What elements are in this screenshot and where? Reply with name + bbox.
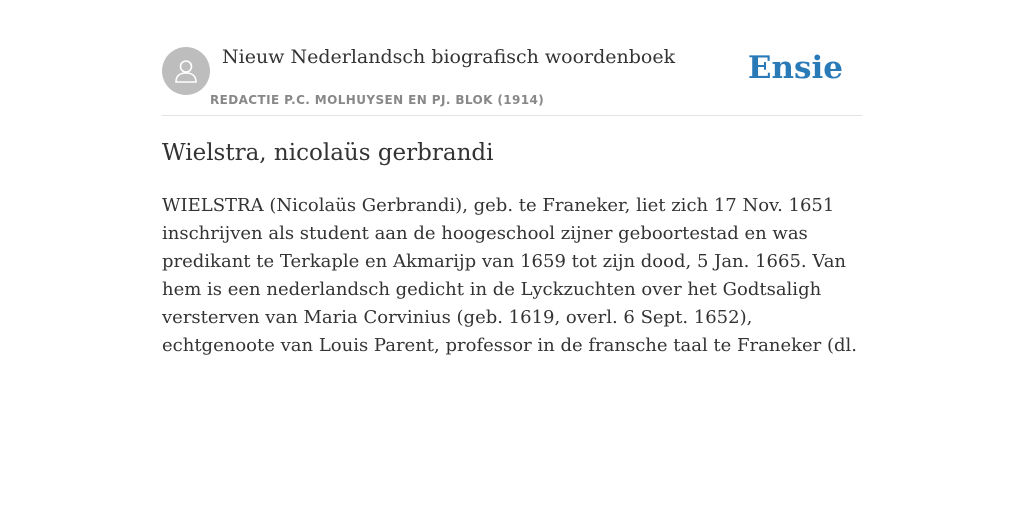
article-title: Wielstra, nicolaüs gerbrandi bbox=[162, 140, 494, 166]
source-editor: REDACTIE P.C. MOLHUYSEN EN PJ. BLOK (1914) bbox=[210, 93, 545, 107]
user-icon bbox=[172, 57, 200, 85]
source-header bbox=[162, 40, 862, 116]
ensie-logo[interactable]: Ensie bbox=[747, 50, 843, 86]
source-title[interactable]: Nieuw Nederlandsch biografisch woordenboek bbox=[222, 46, 676, 68]
avatar bbox=[162, 47, 210, 95]
article-body: WIELSTRA (Nicolaüs Gerbrandi), geb. te Franeker, liet zich 17 Nov. 1651 inschrijven als student aan de hoogeschool zijner geboortestad en was predikant te Terkaple en Akmarijp van 1659 tot zijn dood, 5 Jan. 1665. Van hem is een nederlandsch gedicht in de Lyckzuchten over het Godtsaligh versterven van Maria Corvinius (geb. 1619, overl. 6 Sept. 1652), echtgenoote van Louis Parent, professor in de fransche taal te Franeker (dl. bbox=[162, 195, 858, 356]
